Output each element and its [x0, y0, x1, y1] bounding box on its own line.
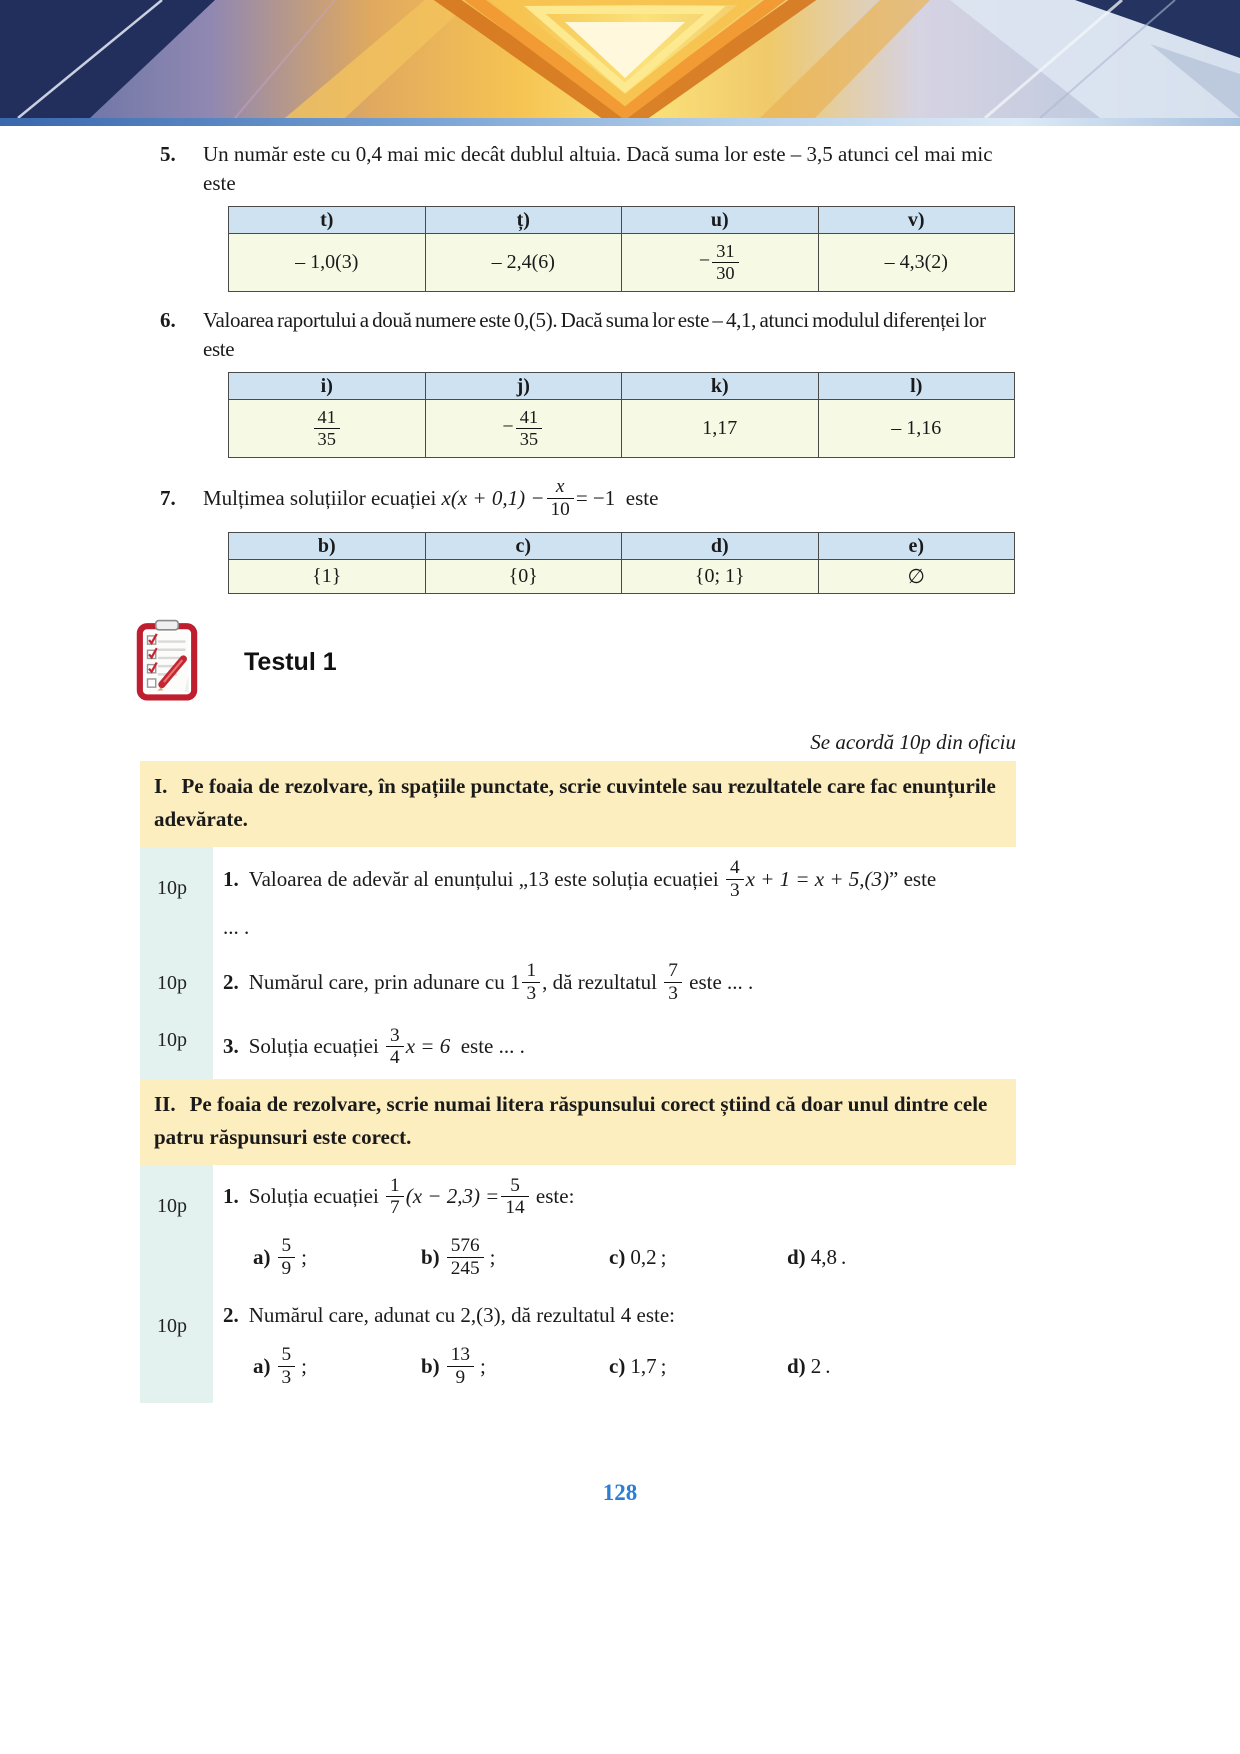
question-number: 6.	[160, 308, 176, 332]
points-badge: 10p	[140, 1165, 213, 1294]
banner-bottom-strip	[0, 118, 1240, 126]
item-number: 1.	[223, 866, 239, 891]
option-c: c) 0,2 ;	[609, 1244, 667, 1269]
item-text: Numărul care, adunat cu	[248, 1303, 456, 1328]
test-title: Testul 1	[244, 647, 337, 676]
item-text: Soluția ecuației	[248, 1034, 379, 1059]
question-number: 5.	[160, 142, 176, 166]
minus-sign: −	[698, 250, 711, 273]
fraction: $\frac{4}{3}$	[726, 857, 744, 901]
points-badge: 10p	[140, 1293, 213, 1402]
q6-header-l: l)	[818, 373, 1015, 400]
fraction: $\frac{13}{9}$	[447, 1344, 474, 1388]
banner-abstract-art	[0, 0, 1240, 118]
question-text: Valoarea raportului a două numere este 0,(5). Dacă suma lor este – 4,1, atunci modulul diferenței lor este	[203, 308, 986, 361]
section-1-items	[140, 847, 1016, 1079]
options-row	[253, 1235, 1016, 1279]
item-number: 2.	[223, 1303, 239, 1328]
item-number: 3.	[223, 1034, 239, 1059]
q6-header-j: j)	[425, 373, 622, 400]
fraction: $\frac{7}{3}$	[664, 960, 682, 1004]
q5-answer-t: – 1,0(3)	[229, 234, 426, 292]
equation-left: x(x + 0,1) −	[441, 485, 545, 510]
q6-answer-l: – 1,16	[818, 400, 1015, 458]
option-c: c) 1,7 ;	[609, 1353, 667, 1378]
q5-header-u: u)	[622, 207, 819, 234]
minus-sign: −	[502, 416, 514, 439]
item-text-mid: , dă rezultatul	[542, 969, 657, 994]
fraction: $\frac{31}{30}$	[712, 241, 738, 283]
fraction: $\frac{1}{7}$	[386, 1175, 404, 1219]
item-text-suffix: este:	[535, 1184, 575, 1209]
option-a: a) $\frac{5}{3}$ ;	[253, 1344, 307, 1388]
item-text-suffix: este ... .	[460, 1034, 525, 1059]
fraction: $\frac{576}{245}$	[447, 1235, 484, 1279]
fraction: $\frac{41}{35}$	[516, 407, 542, 449]
item-text-suffix: este	[903, 866, 937, 891]
section-2-items	[140, 1165, 1016, 1403]
item-number: 1.	[223, 1184, 239, 1209]
fraction: $\frac{41}{35}$	[314, 407, 340, 449]
test-header	[136, 620, 1240, 704]
equation: x = 6	[405, 1034, 451, 1059]
section-1-header	[140, 761, 1016, 847]
option-b: b) $\frac{13}{9}$ ;	[421, 1344, 486, 1388]
fraction: $\frac{3}{4}$	[386, 1025, 404, 1069]
fraction: $\frac{5}{14}$	[501, 1175, 528, 1219]
header-banner-image	[0, 0, 1240, 118]
section-2-label: II.	[154, 1091, 176, 1116]
points-badge: 10p	[140, 847, 213, 950]
section1-item-1	[140, 847, 1016, 950]
fraction: $\frac{5}{3}$	[278, 1344, 296, 1388]
question-text-suffix: este	[625, 485, 659, 510]
q7-answer-e: ∅	[818, 560, 1015, 594]
item-text-suffix: este ... .	[689, 969, 754, 994]
question-text: Un număr este cu 0,4 mai mic decât dublul altuia. Dacă suma lor este – 3,5 atunci cel mai mic este	[203, 142, 993, 195]
item-text-suffix: , dă rezultatul 4 este:	[500, 1303, 676, 1328]
q5-answer-tz: – 2,4(6)	[425, 234, 622, 292]
section1-item-3	[140, 1015, 1016, 1079]
question-number: 7.	[160, 485, 176, 510]
option-d: d) 2 .	[787, 1353, 831, 1378]
q5-answer-u	[622, 234, 819, 292]
fraction: $\frac{1}{3}$	[522, 960, 540, 1004]
question-6	[160, 306, 1018, 458]
fraction: $\frac{x}{10}$	[547, 476, 574, 520]
option-d: d) 4,8 .	[787, 1244, 847, 1269]
item-text: Valoarea de adevăr al enunțului „13 este soluția ecuației	[248, 866, 719, 891]
question-7	[160, 472, 1018, 594]
option-a: a) $\frac{5}{9}$ ;	[253, 1235, 307, 1279]
section1-item-2	[140, 950, 1016, 1014]
q6-answer-table	[228, 372, 1015, 458]
q7-header-b: b)	[229, 533, 426, 560]
page-content	[0, 126, 1240, 1403]
q5-header-v: v)	[818, 207, 1015, 234]
points-badge: 10p	[140, 1015, 213, 1079]
item-number: 2.	[223, 969, 239, 994]
q6-header-i: i)	[229, 373, 426, 400]
equation: (x − 2,3) =	[405, 1184, 500, 1209]
closing-quote: ”	[889, 866, 899, 891]
q7-answer-table	[228, 532, 1015, 594]
section-1-heading: Pe foaia de rezolvare, în spațiile punctate, scrie cuvintele sau rezultatele care fac enunțurile adevărate.	[154, 774, 996, 831]
clipboard-checklist-icon	[136, 619, 198, 706]
options-row	[253, 1344, 1016, 1388]
question-5	[160, 140, 1018, 292]
mixed-number-whole: 1	[509, 969, 521, 994]
q6-answer-i	[229, 400, 426, 458]
option-b: b) $\frac{576}{245}$ ;	[421, 1235, 496, 1279]
q6-answer-j	[425, 400, 622, 458]
section-2-header	[140, 1079, 1016, 1165]
bonus-note: Se acordă 10p din oficiu	[810, 730, 1016, 754]
equation: x + 1 = x + 5,(3)	[745, 866, 890, 891]
answer-dots: ... .	[223, 915, 250, 940]
q6-header-k: k)	[622, 373, 819, 400]
q5-answer-v: – 4,3(2)	[818, 234, 1015, 292]
q7-answer-b: {1}	[229, 560, 426, 594]
q6-answer-k: 1,17	[622, 400, 819, 458]
points-badge: 10p	[140, 950, 213, 1014]
item-text: Numărul care, prin adunare cu	[248, 969, 505, 994]
q7-header-d: d)	[622, 533, 819, 560]
equation-right: = −1	[575, 485, 616, 510]
fraction: $\frac{5}{9}$	[278, 1235, 296, 1279]
section2-item-2	[140, 1293, 1016, 1402]
section-2-heading: Pe foaia de rezolvare, scrie numai litera răspunsului corect știind că doar unul dintre cele patru răspunsuri este corect.	[154, 1091, 988, 1149]
repeating-decimal: 2,(3)	[460, 1303, 501, 1328]
item-text: Soluția ecuației	[248, 1184, 379, 1209]
q5-answer-table	[228, 206, 1015, 292]
q7-header-c: c)	[425, 533, 622, 560]
section-1-label: I.	[154, 774, 168, 798]
q7-answer-c: {0}	[425, 560, 622, 594]
q7-answer-d: {0; 1}	[622, 560, 819, 594]
page-number: 128	[602, 1480, 638, 1505]
question-text: Mulțimea soluțiilor ecuației	[203, 485, 437, 510]
section2-item-1	[140, 1165, 1016, 1294]
q5-header-tz: ț)	[425, 207, 622, 234]
q7-header-e: e)	[818, 533, 1015, 560]
q5-header-t: t)	[229, 207, 426, 234]
